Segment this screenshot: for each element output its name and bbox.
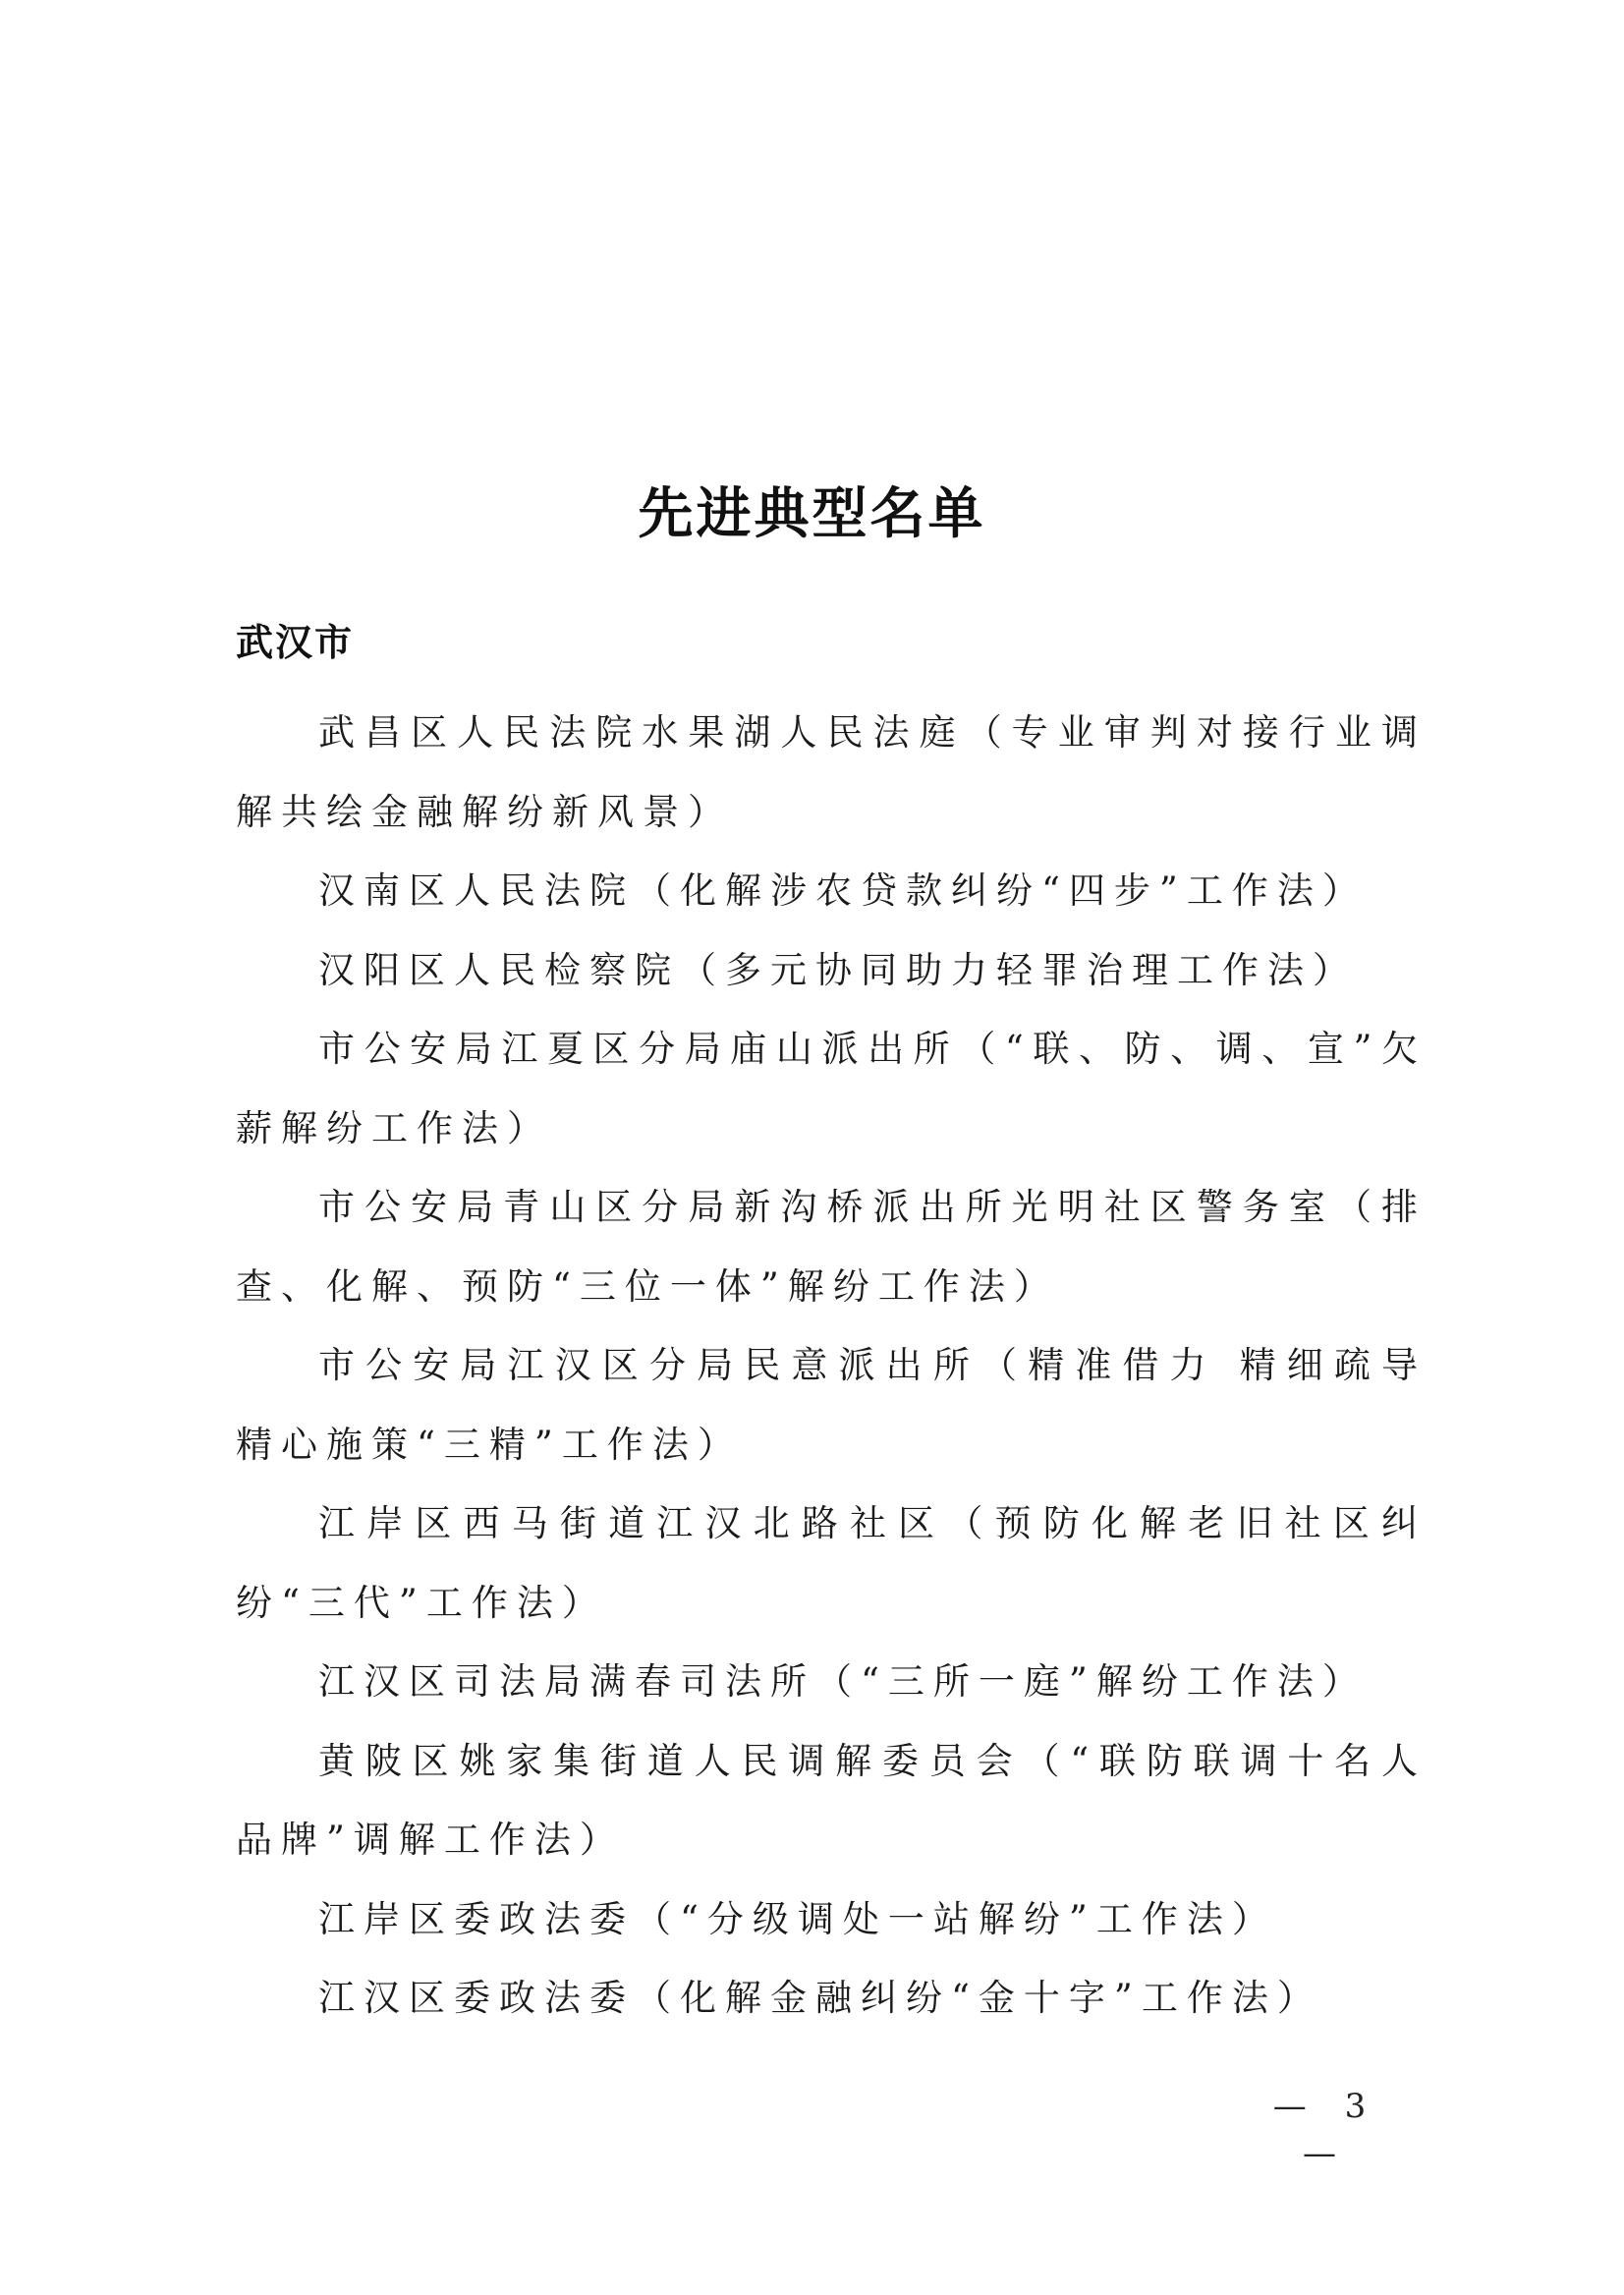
list-item: 汉阳区人民检察院（多元协同助力轻罪治理工作法） — [318, 948, 1358, 991]
document-title: 先进典型名单 — [638, 482, 986, 546]
entry-list — [236, 694, 1427, 2039]
list-item: 武昌区人民法院水果湖人民法庭（专业审判对接行业调解共绘金融解纷新风景） — [236, 711, 1427, 833]
list-item: 江汉区委政法委（化解金融纠纷“金十字”工作法） — [318, 1977, 1322, 2019]
list-item: 江岸区西马街道江汉北路社区（预防化解老旧社区纠纷“三代”工作法） — [236, 1502, 1427, 1624]
list-item: 江岸区委政法委（“分级调处一站解纷”工作法） — [318, 1897, 1277, 1940]
list-item: 黄陂区姚家集街道人民调解委员会（“联防联调十名人品牌”调解工作法） — [236, 1739, 1427, 1861]
list-item: 汉南区人民法院（化解涉农贷款纠纷“四步”工作法） — [318, 869, 1368, 912]
list-item: 江汉区司法局满春司法所（“三所一庭”解纷工作法） — [318, 1660, 1368, 1703]
section-heading-wuhan: 武汉市 — [236, 621, 355, 664]
list-item: 市公安局青山区分局新沟桥派出所光明社区警务室（排查、化解、预防“三位一体”解纷工作法） — [236, 1186, 1427, 1308]
list-item: 市公安局江汉区分局民意派出所（精准借力 精细疏导 精心施策“三精”工作法） — [236, 1344, 1427, 1466]
page-number: — 3 — — [1272, 2087, 1380, 2173]
list-item: 市公安局江夏区分局庙山派出所（“联、防、调、宣”欠薪解纷工作法） — [236, 1028, 1427, 1149]
